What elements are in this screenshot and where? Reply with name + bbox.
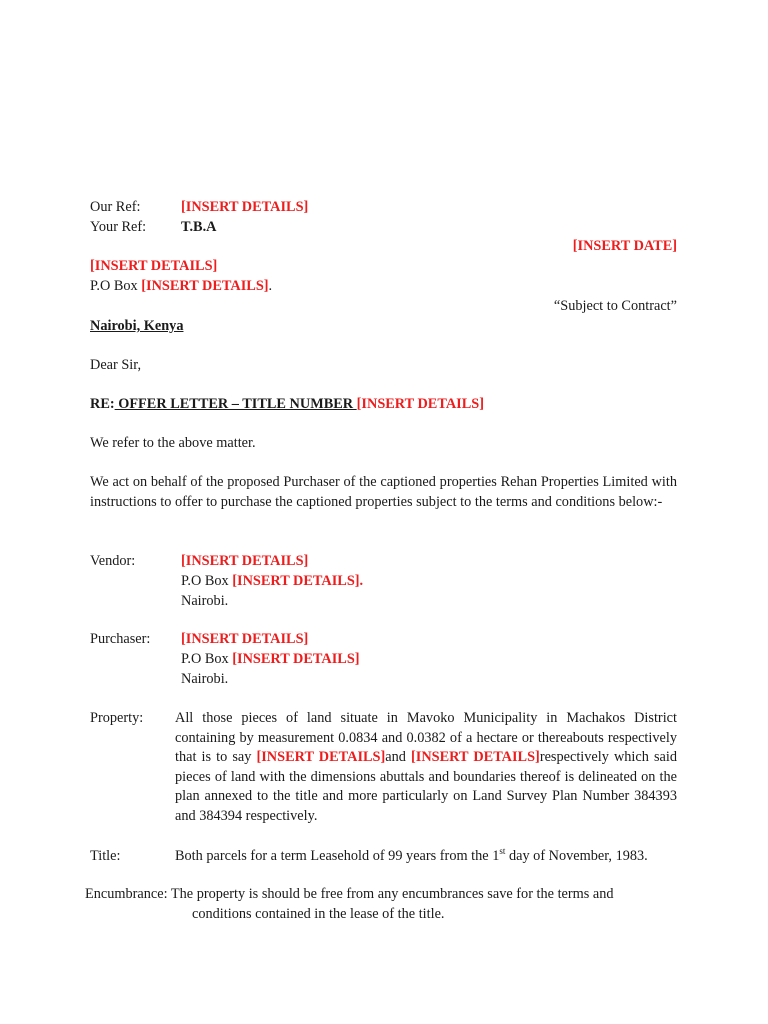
encumbrance-text-2: conditions contained in the lease of the title. (192, 905, 445, 922)
vendor-po-box-prefix: P.O Box (181, 573, 233, 589)
re-title-number: [INSERT DETAILS] (356, 396, 484, 412)
title-superscript: st (499, 846, 506, 857)
property-insert-2: [INSERT DETAILS] (411, 749, 540, 766)
property-label: Property: (90, 710, 144, 726)
re-prefix: RE: (90, 396, 115, 412)
your-ref-label: Your Ref: (90, 219, 147, 235)
title-text (175, 847, 648, 867)
addressee-po-box (90, 277, 272, 297)
purchaser-po-box-value: [INSERT DETAILS] (232, 651, 360, 667)
vendor-po-box-value: [INSERT DETAILS]. (232, 573, 364, 589)
body-paragraph: We act on behalf of the proposed Purchaser of the captioned properties Rehan Properties Limited with instructions to offer to purchase the captioned properties subject to the terms and conditions below:- (90, 474, 677, 510)
purchaser-label: Purchaser: (90, 631, 151, 647)
encumbrance-text-1: The property is should be free from any encumbrances save for the terms and (170, 886, 614, 902)
property-description (175, 709, 677, 827)
property-text-2: and (385, 749, 412, 766)
addressee-po-box-value: [INSERT DETAILS] (141, 278, 269, 294)
encumbrance-label: Encumbrance: (85, 886, 168, 902)
addressee-city: Nairobi, Kenya (90, 318, 184, 334)
property-text-3: respectively which said pieces of land with the dimensions abuttals and boundaries thereof is delineated on the plan annexed to the title and more particularly on Land Survey Plan Number 384393 and 384394 respectively. (175, 749, 678, 824)
vendor-label: Vendor: (90, 553, 136, 569)
your-ref-value: T.B.A (181, 219, 217, 235)
addressee-name: [INSERT DETAILS] (90, 258, 218, 274)
vendor-name: [INSERT DETAILS] (181, 553, 309, 569)
purchaser-city: Nairobi. (181, 671, 229, 687)
title-label: Title: (90, 848, 121, 864)
encumbrance-clause (85, 885, 685, 924)
encumbrance-line-2 (85, 905, 685, 925)
purchaser-po-box-prefix: P.O Box (181, 651, 233, 667)
addressee-po-box-prefix: P.O Box (90, 278, 142, 294)
intro-text: We refer to the above matter. (90, 435, 256, 451)
our-ref-value: [INSERT DETAILS] (181, 199, 309, 215)
vendor-po-box (181, 572, 363, 592)
subject-to-contract: “Subject to Contract” (553, 298, 677, 314)
re-line (90, 395, 484, 415)
re-title: OFFER LETTER – TITLE NUMBER (114, 396, 357, 412)
vendor-city: Nairobi. (181, 593, 229, 609)
our-ref-label: Our Ref: (90, 199, 141, 215)
addressee-po-box-suffix: . (268, 278, 273, 294)
encumbrance-line-1 (85, 885, 685, 905)
title-text-after: day of November, 1983. (505, 848, 648, 864)
title-text-before: Both parcels for a term Leasehold of 99 years from the 1 (175, 848, 500, 864)
salutation: Dear Sir, (90, 357, 142, 373)
property-text-1: All those pieces of land situate in Mavoko Municipality in Machakos District containing by measurement 0.0834 and 0.0382 of a hectare or thereabouts respectively that is to say (175, 710, 677, 766)
purchaser-po-box (181, 650, 360, 670)
property-insert-1: [INSERT DETAILS] (256, 749, 386, 766)
letter-date: [INSERT DATE] (572, 238, 677, 254)
purchaser-name: [INSERT DETAILS] (181, 631, 309, 647)
